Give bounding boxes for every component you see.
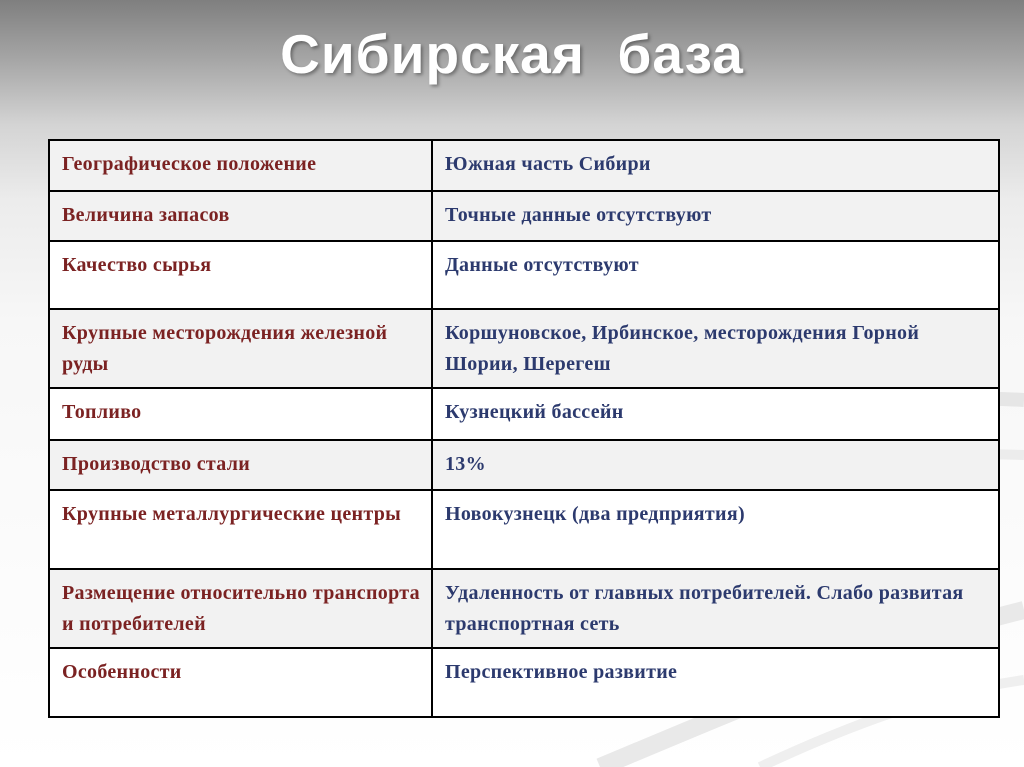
row-label: Особенности: [49, 648, 432, 717]
row-label: Качество сырья: [49, 241, 432, 309]
row-value: 13%: [432, 440, 999, 490]
row-label: Крупные месторождения железной руды: [49, 309, 432, 388]
row-value: Точные данные отсутствуют: [432, 191, 999, 241]
table-row: [49, 440, 999, 490]
table-row: [49, 309, 999, 388]
table-row: [49, 648, 999, 717]
row-value: Перспективное развитие: [432, 648, 999, 717]
table-row: [49, 490, 999, 569]
row-value: Коршуновское, Ирбинское, месторождения Горной Шории, Шерегеш: [432, 309, 999, 388]
row-label: Географическое положение: [49, 140, 432, 191]
row-label: Размещение относительно транспорта и потребителей: [49, 569, 432, 648]
row-value: Кузнецкий бассейн: [432, 388, 999, 440]
row-label: Топливо: [49, 388, 432, 440]
table-row: [49, 388, 999, 440]
row-value: Удаленность от главных потребителей. Слабо развитая транспортная сеть: [432, 569, 999, 648]
row-label: Крупные металлургические центры: [49, 490, 432, 569]
row-value: Данные отсутствуют: [432, 241, 999, 309]
row-label: Производство стали: [49, 440, 432, 490]
characteristics-table: [48, 139, 1000, 718]
slide-title: Сибирская база: [280, 23, 744, 85]
row-value: Новокузнецк (два предприятия): [432, 490, 999, 569]
table-row: [49, 241, 999, 309]
table-row: [49, 191, 999, 241]
row-value: Южная часть Сибири: [432, 140, 999, 191]
row-label: Величина запасов: [49, 191, 432, 241]
table-row: [49, 569, 999, 648]
table-row: [49, 140, 999, 191]
